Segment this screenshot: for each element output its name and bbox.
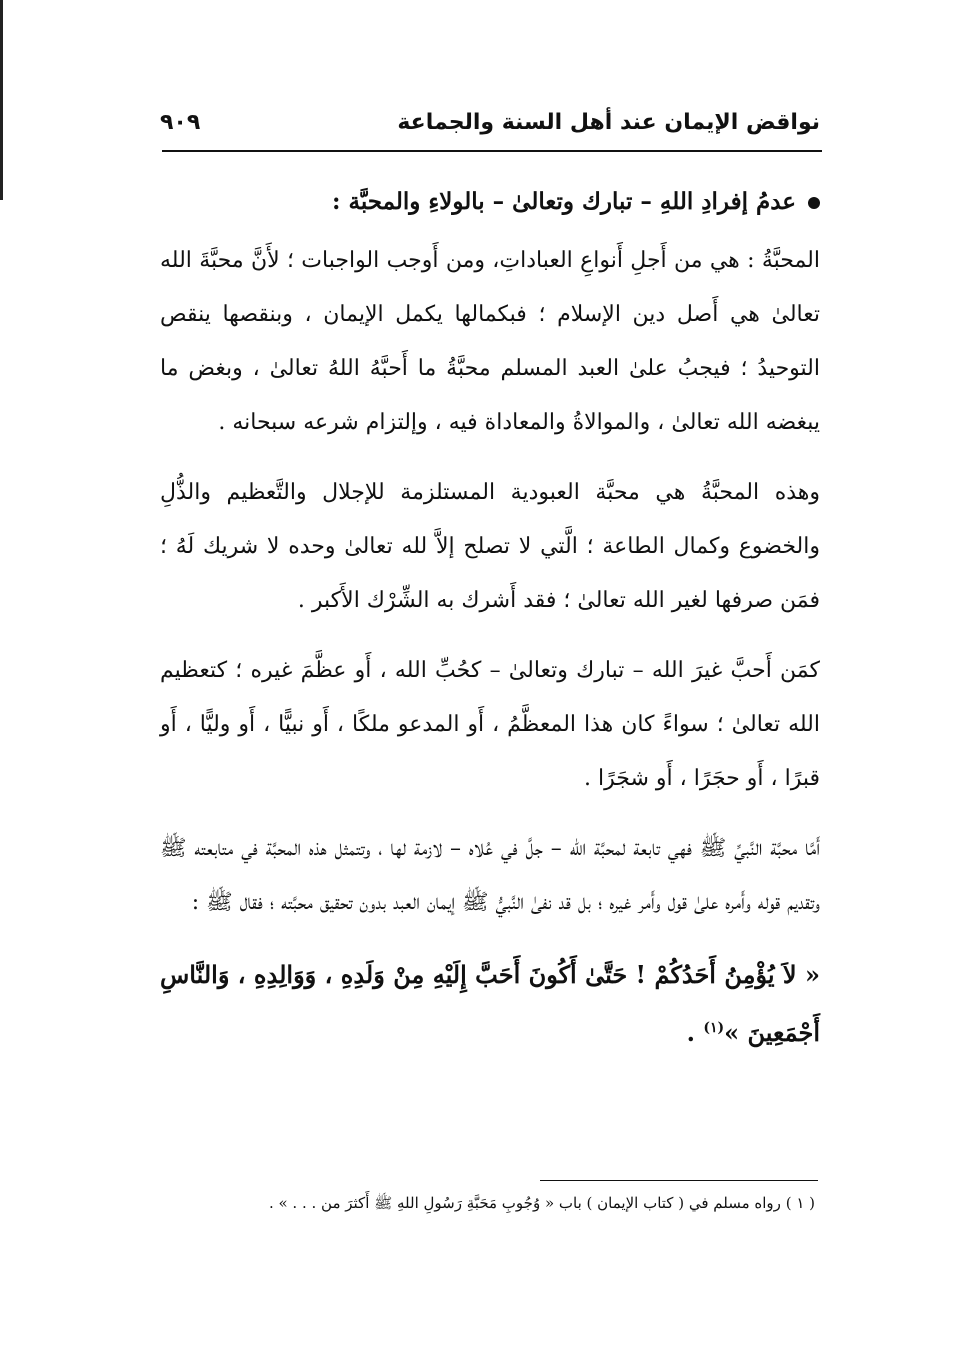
footnote-rule: [540, 1180, 818, 1181]
hadith-quote: [160, 946, 820, 1062]
paragraph-love-others: كمَن أَحبَّ غيرَ الله – تبارك وتعالىٰ – كحُبِّ الله ، أَو عظَّمَ غيره ؛ كتعظيم الله تعالىٰ ؛ سواءً كان هذا المعظَّمُ ، أَو المدعو ملكًا ، أَو نبيًّا ، أَو وليًّا ، أَو قبرًا ، أَو حجَرًا ، أَو شجَرًا .: [160, 658, 820, 791]
paragraph-love-prophet: أَمَّا محبَّة النَّبيِّ ﷺ فهي تابعة لمحبَّة الله – جلَّ في عُلاه – لازمة لها ، وتتمثل هذه المحبَّة في متابعته ﷺ وتقديم قوله وأَمره علىٰ قول وأَمر غيره ؛ بل قد نفىٰ النَّبيُّ ﷺ إيمان العبد بدون تحقيق محبَّته ؛ فقال ﷺ :: [160, 836, 820, 915]
section-heading: [160, 178, 820, 226]
bullet-icon: [808, 197, 820, 209]
hadith-text: « لاَ يُؤْمِنُ أَحَدُكُمْ ! حَتَّىٰ أَكُونَ أَحَبَّ إِلَيْهِ مِنْ وَلَدِهِ ، وَوَالِدِهِ ، وَالنَّاسِ أَجْمَعِينَ »: [160, 960, 820, 1047]
section-heading-text: عدمُ إفرادِ اللهِ – تبارك وتعالىٰ – بالولاءِ والمحبَّة :: [332, 188, 796, 215]
header-rule: [162, 150, 822, 152]
header-title: نواقض الإيمان عند أهل السنة والجماعة: [397, 110, 820, 135]
paragraph-love-worship: وهذه المحبَّةُ هي محبَّة العبودية المستلزمة للإجلال والتَّعظيم والذُّلِ والخضوع وكمال الطاعة ؛ الَّتي لا تصلح إلاَّ لله تعالىٰ وحده لا شريك لَهُ ؛ فمَن صرفها لغير الله تعالىٰ ؛ فقد أَشرك به الشِّرْك الأَكبر .: [160, 480, 820, 613]
scan-edge-mark: [0, 0, 3, 200]
footnote-reference: (١): [703, 1020, 725, 1036]
running-header: [160, 108, 820, 148]
footnote: ( ١ ) رواه مسلم في ( كتاب الإيمان ) باب « وُجُوبِ مَحَبَّةِ رَسُولِ اللهِ ﷺ أَكثرَ من . . . » .: [268, 1194, 815, 1212]
hadith-end-mark: .: [686, 1018, 696, 1047]
page-number: ٩٠٩: [160, 110, 201, 135]
paragraph-love-definition: المحبَّةُ : هي من أَجلِ أَنواعِ العباداتِ، ومن أَوجب الواجبات ؛ لأَنَّ محبَّةَ الله تعالىٰ هي أَصل دين الإسلام ؛ فبكمالها يكمل الإيمان ، وبنقصها ينقص التوحيدُ ؛ فيجبُ علىٰ العبد المسلم محبَّةُ ما أَحبَّهُ اللهُ تعالىٰ ، وبغض ما يبغضه الله تعالىٰ ، والموالاةُ والمعاداة فيه ، وإلتزام شرعه سبحانه .: [160, 248, 820, 435]
main-content: [160, 178, 820, 1062]
